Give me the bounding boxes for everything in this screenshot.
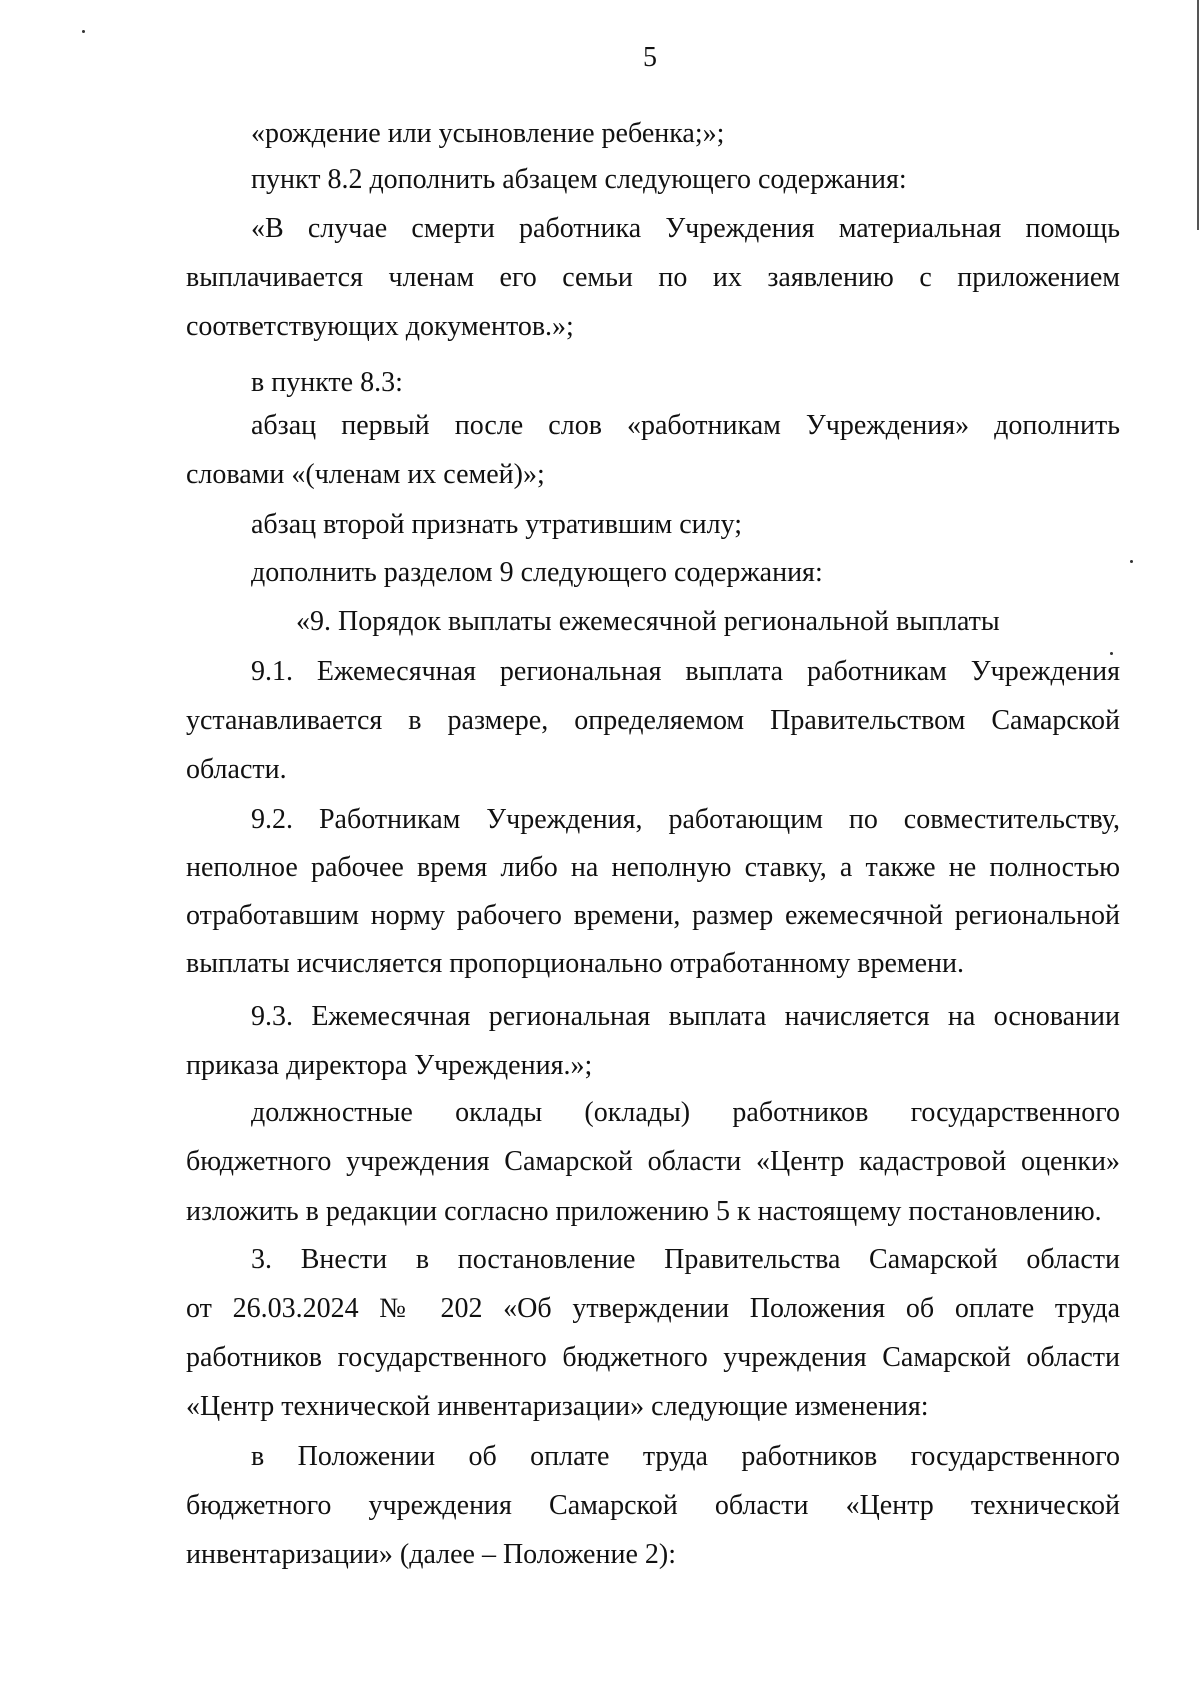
text-line: в Положении об оплате труда работников государственного [251,1441,1120,1472]
text-line: в пункте 8.3: [251,367,403,398]
text-line: бюджетного учреждения Самарской области «Центр кадастровой оценки» [186,1146,1120,1177]
text-line: дополнить разделом 9 следующего содержания: [251,557,823,588]
text-line: 9.1. Ежемесячная региональная выплата работникам Учреждения [251,656,1120,687]
text-line: от 26.03.2024 № 202 «Об утверждении Положения об оплате труда [186,1293,1120,1324]
text-line: абзац второй признать утратившим силу; [251,509,743,540]
text-line: устанавливается в размере, определяемом Правительством Самарской [186,705,1120,736]
text-line: отработавшим норму рабочего времени, размер ежемесячной региональной [186,900,1120,931]
text-line: 9.2. Работникам Учреждения, работающим по совместительству, [251,804,1120,835]
text-line: неполное рабочее время либо на неполную ставку, а также не полностью [186,852,1120,883]
text-line: работников государственного бюджетного учреждения Самарской области [186,1342,1120,1373]
scan-edge-shadow [1197,0,1199,230]
text-line: инвентаризации» (далее – Положение 2): [186,1539,676,1570]
page-number: 5 [643,42,657,73]
text-line: словами «(членам их семей)»; [186,459,545,490]
text-line: абзац первый после слов «работникам Учреждения» дополнить [251,410,1120,441]
text-line: бюджетного учреждения Самарской области «Центр технической [186,1490,1120,1521]
text-line: изложить в редакции согласно приложению 5 к настоящему постановлению. [186,1196,1102,1227]
text-line: области. [186,754,287,785]
text-line: «Центр технической инвентаризации» следующие изменения: [186,1391,929,1422]
text-line: пункт 8.2 дополнить абзацем следующего содержания: [251,164,907,195]
text-line: «В случае смерти работника Учреждения материальная помощь [251,213,1120,244]
text-line: соответствующих документов.»; [186,311,574,342]
scan-speck [82,30,85,33]
text-line: приказа директора Учреждения.»; [186,1050,593,1081]
text-line: 9.3. Ежемесячная региональная выплата начисляется на основании [251,1001,1120,1032]
scan-speck [1130,560,1133,563]
text-line: выплаты исчисляется пропорционально отработанному времени. [186,948,965,979]
text-line: 3. Внести в постановление Правительства Самарской области [251,1244,1120,1275]
text-line: выплачивается членам его семьи по их заявлению с приложением [186,262,1120,293]
text-line: «рождение или усыновление ребенка;»; [251,118,725,149]
text-line: должностные оклады (оклады) работников государственного [251,1097,1120,1128]
text-line: «9. Порядок выплаты ежемесячной региональной выплаты [296,606,1000,637]
